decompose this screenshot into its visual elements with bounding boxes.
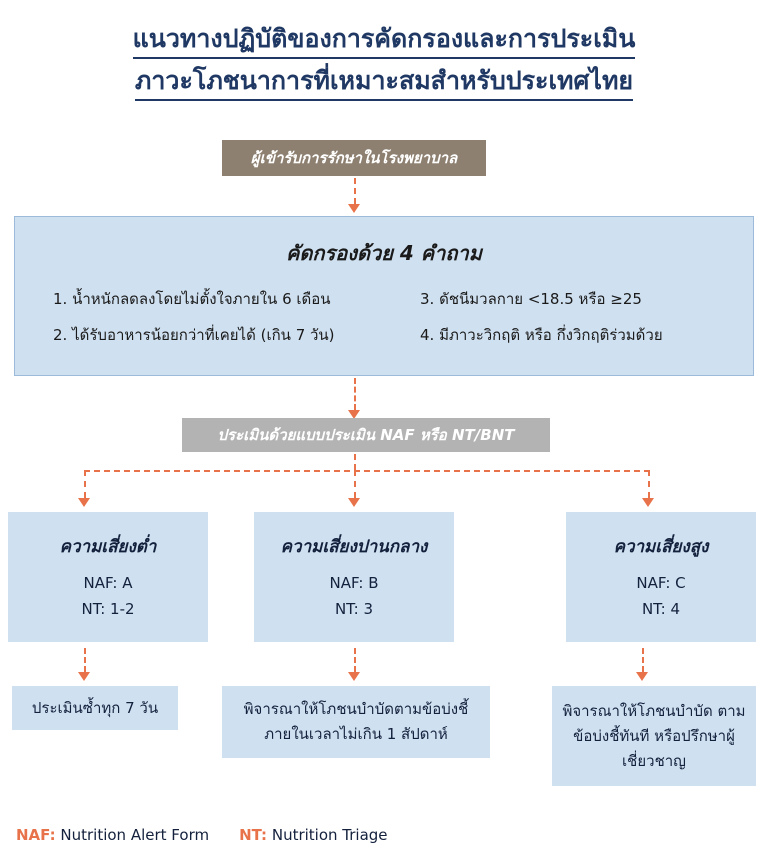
risk-low-naf: NAF: A [83,573,133,592]
arrow-low-to-action [84,648,86,672]
node-admission [222,140,486,176]
page-title [0,22,768,106]
node-action-medium [222,686,490,758]
arrow-head-medium-action [348,672,360,681]
screening-item-1: 1. น้ำหนักลดลงโดยไม่ตั้งใจภายใน 6 เดือน [53,290,331,308]
arrow-head-low-action [78,672,90,681]
arrow-head-medium [348,498,360,507]
node-action-high [552,686,756,786]
node-admission-label: ผู้เข้ารับการรักษาในโรงพยาบาล [250,149,458,167]
title-line-1: แนวทางปฏิบัติของการคัดกรองและการประเมิน [133,22,636,59]
risk-medium-title: ความเสี่ยงปานกลาง [280,536,428,557]
arrow-head-low [78,498,90,507]
arrow-branch-high [648,470,650,498]
legend [16,826,752,844]
title-line-2: ภาวะโภชนาการที่เหมาะสมสำหรับประเทศไทย [135,64,633,101]
node-assessment [182,418,550,452]
risk-low-title: ความเสี่ยงต่ำ [59,536,157,557]
arrow-head-admission [348,204,360,213]
risk-high-naf: NAF: C [636,573,686,592]
risk-low-nt: NT: 1-2 [81,599,135,618]
legend-naf-key: NAF: [16,826,56,844]
action-low-label: ประเมินซ้ำทุก 7 วัน [31,698,159,717]
screening-item-3: 3. ดัชนีมวลกาย <18.5 หรือ ≥25 [420,290,642,308]
arrow-branch-medium [354,470,356,498]
node-action-low [12,686,178,730]
legend-naf-text: Nutrition Alert Form [60,826,210,844]
arrow-assessment-stem [354,454,356,470]
node-risk-medium [254,512,454,642]
risk-medium-naf: NAF: B [329,573,379,592]
arrow-assessment-bus [84,470,650,472]
arrow-branch-low [84,470,86,498]
risk-high-nt: NT: 4 [641,599,681,618]
arrow-high-to-action [642,648,644,672]
arrow-head-high-action [636,672,648,681]
action-high-label: พิจารณาให้โภชนบำบัด ตามข้อบ่งชี้ทันที หรือปรึกษาผู้เชี่ยวชาญ [562,701,746,770]
risk-medium-nt: NT: 3 [334,599,374,618]
arrow-head-high [642,498,654,507]
screening-item-4: 4. มีภาวะวิกฤติ หรือ กึ่งวิกฤติร่วมด้วย [420,326,663,344]
arrow-medium-to-action [354,648,356,672]
action-medium-label: พิจารณาให้โภชนบำบัดตามข้อบ่งชี้ ภายในเวลาไม่เกิน 1 สัปดาห์ [243,700,469,743]
node-risk-low [8,512,208,642]
legend-nt-key: NT: [239,826,268,844]
node-screening [14,216,754,376]
legend-nt-text: Nutrition Triage [271,826,388,844]
arrow-admission-to-screening [354,178,356,204]
node-assessment-label: ประเมินด้วยแบบประเมิน NAF หรือ NT/BNT [217,426,515,444]
arrow-screening-to-assessment [354,378,356,410]
node-risk-high [566,512,756,642]
screening-item-2: 2. ได้รับอาหารน้อยกว่าที่เคยได้ (เกิน 7 วัน) [53,326,335,344]
risk-high-title: ความเสี่ยงสูง [613,536,709,557]
screening-title: คัดกรองด้วย 4 คำถาม [286,241,482,265]
screening-items [15,287,753,347]
